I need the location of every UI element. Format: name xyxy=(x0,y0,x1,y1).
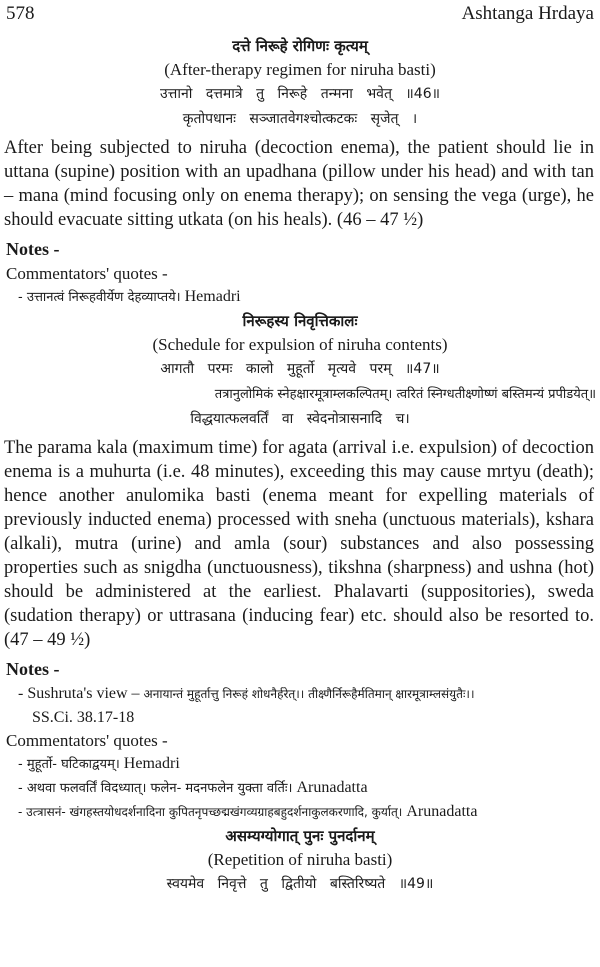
section1-commentators-heading: Commentators' quotes - xyxy=(6,264,168,283)
running-title: Ashtanga Hrdaya xyxy=(461,3,594,24)
section1-notes-heading: Notes - xyxy=(6,239,60,259)
quote-text: - उत्त्रासनं- खंगहस्तयोधदर्शनादिना कुपितनृपच्छद्मखंगव्यग्राहबहुदर्शनाकुलकरणादि, कुर्यात्। xyxy=(18,805,403,819)
section2-commentators-heading: Commentators' quotes - xyxy=(6,731,168,750)
section2-verse-line1: आगतौ परमः कालो मुहूर्तो मृत्यवे परम् ॥47॥ xyxy=(160,361,440,377)
section2-notes-heading: Notes - xyxy=(6,659,60,679)
sushruta-quote: अनायान्तं मुहूर्तात्तु निरूहं शोधनैर्हरेत्।। तीक्ष्णैर्निरूहैर्मतिमान् क्षारमूत्राम्लसंयुतैः।। xyxy=(143,687,475,701)
section1-verse-line1: उत्तानो दत्तमात्रे तु निरूहे तन्मना भवेत् ॥46॥ xyxy=(160,86,440,102)
section1-paragraph: After being subjected to niruha (decoction enema), the patient should lie in uttana (supine) position with an upadhana (pillow under his head) and with tan – mana (mind focusing only on enema therapy); on sensing the vega (urge), he should evacuate sitting utkata (on his heals). (46 – 47 ½) xyxy=(4,138,594,230)
quote-source: Hemadri xyxy=(123,755,180,772)
section3-verse-line1: स्वयमेव निवृत्ते तु द्वितीयो बस्तिरिष्यते ॥49॥ xyxy=(166,876,434,892)
page-header xyxy=(0,0,600,30)
section2-quote3 xyxy=(0,800,600,824)
section2-verse-line2: तत्रानुलोमिकं स्नेहक्षारमूत्राम्लकल्पितम्। त्वरितं स्निग्धतीक्ष्णोष्णं बस्तिमन्यं प्रपीडयेत्॥ xyxy=(214,387,596,402)
quote-source: Arunadatta xyxy=(296,779,368,796)
section3-subtitle: (Repetition of niruha basti) xyxy=(207,850,393,869)
section3-title: असम्यग्योगात् पुनः पुनर्दानम् xyxy=(225,827,375,845)
sushruta-label: - Sushruta's view – xyxy=(18,685,140,702)
section2-subtitle: (Schedule for expulsion of niruha contents) xyxy=(152,335,448,354)
section1-subtitle: (After-therapy regimen for niruha basti) xyxy=(164,60,436,79)
quote-source: Hemadri xyxy=(184,288,241,305)
quote-text: - मुहूर्तो- घटिकाद्वयम्। xyxy=(18,757,120,772)
section2-sushruta-view xyxy=(0,682,600,706)
quote-text: - अथवा फलवर्तिं विदध्यात्। फलेन- मदनफलेन युक्ता वर्तिः। xyxy=(18,781,293,796)
sushruta-reference: SS.Ci. 38.17-18 xyxy=(32,709,135,726)
quote-source: Arunadatta xyxy=(406,803,478,820)
section1-verse-line2: कृतोपधानः सञ्जातवेगश्चोत्कटकः सृजेत् । xyxy=(182,111,418,127)
section2-title: निरूहस्य निवृत्तिकालः xyxy=(242,312,358,330)
section1-title: दत्ते निरूहे रोगिणः कृत्यम् xyxy=(232,37,368,55)
section1-quote1 xyxy=(0,285,600,309)
page-content xyxy=(0,34,600,897)
page-number: 578 xyxy=(6,3,35,24)
section2-verse-line3: विद्धयात्फलवर्तिं वा स्वेदनोत्रासनादि च। xyxy=(190,411,410,427)
quote-text: - उत्तानत्वं निरूहवीर्येण देहव्याप्तये। xyxy=(18,290,181,305)
section2-paragraph: The parama kala (maximum time) for agata (arrival i.e. expulsion) of decoction enema is a muhurta (i.e. 48 minutes), exceeding this may cause mrtyu (death); hence another anulomika basti (enema meant for expelling materials of previously inducted enema) processed with sneha (unctuous materials), kshara (alkali), mutra (urine) and amla (sour) substances and also possessing properties such as snigdha (unctuousness), tikshna (sharpness) and ushna (hot) should be administered at the earliest. Phalavarti (suppositories), sweda (sudation therapy) or uttrasana (inducing fear) etc. should also be resorted to. (47 – 49 ½) xyxy=(4,438,594,650)
section2-quote1 xyxy=(0,752,600,776)
section2-quote2 xyxy=(0,776,600,800)
